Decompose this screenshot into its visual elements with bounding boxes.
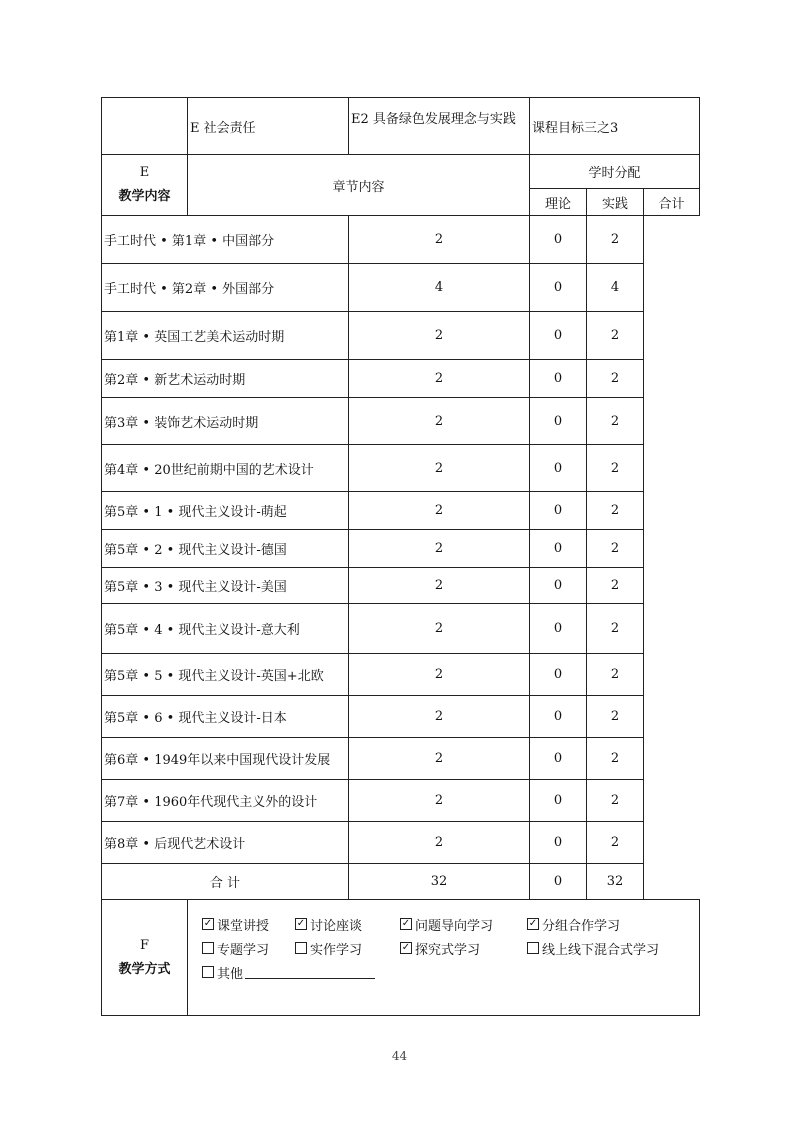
method-label: 其他 [217, 966, 244, 982]
theory-cell: 2 [349, 604, 530, 654]
total-cell: 2 [587, 492, 644, 530]
page-number: 44 [391, 1049, 408, 1063]
methods-label-cell [102, 900, 188, 1016]
practice-cell: 0 [530, 312, 587, 360]
chapter-cell: 手工时代 • 第1章 • 中国部分 [102, 216, 349, 264]
chapter-cell: 第6章 • 1949年以来中国现代设计发展 [102, 738, 349, 780]
practice-cell: 0 [530, 216, 587, 264]
checkbox[interactable] [295, 942, 307, 954]
practice-cell: 0 [530, 568, 587, 604]
sum-row [102, 864, 700, 900]
checkbox[interactable]: ✓ [296, 918, 306, 929]
table-row [102, 654, 700, 696]
practice-cell: 0 [530, 530, 587, 568]
content-label-letter: E [139, 165, 150, 180]
practice-cell: 0 [530, 264, 587, 312]
table-row [102, 696, 700, 738]
checkbox[interactable]: ✓ [401, 942, 411, 953]
chapter-cell: 第5章 • 1 • 现代主义设计-萌起 [102, 492, 349, 530]
checkbox[interactable] [202, 966, 214, 978]
methods-label-letter: F [139, 937, 150, 953]
table-row [102, 492, 700, 530]
content-label-text: 教学内容 [118, 189, 171, 204]
method-option[interactable] [202, 963, 375, 982]
theory-cell: 2 [349, 568, 530, 604]
chapter-cell: 第5章 • 2 • 现代主义设计-德国 [102, 530, 349, 568]
total-cell: 2 [587, 216, 644, 264]
methods-line-1 [202, 912, 699, 936]
practice-cell: 0 [530, 604, 587, 654]
total-cell: 2 [587, 822, 644, 864]
table-row [102, 822, 700, 864]
objective-cell: 课程目标三之3 [530, 98, 700, 155]
theory-cell: 2 [349, 654, 530, 696]
table-row [102, 604, 700, 654]
method-option[interactable] [202, 939, 295, 958]
practice-cell: 0 [530, 822, 587, 864]
method-label: 讨论座谈 [310, 918, 363, 934]
chapter-cell: 第5章 • 6 • 现代主义设计-日本 [102, 696, 349, 738]
theory-cell: 2 [349, 360, 530, 398]
chapter-cell: 第4章 • 20世纪前期中国的艺术设计 [102, 445, 349, 492]
theory-cell: 2 [349, 738, 530, 780]
table-row [102, 738, 700, 780]
table-row [102, 780, 700, 822]
table-row [102, 445, 700, 492]
checkbox[interactable]: ✓ [528, 918, 538, 929]
method-option[interactable] [527, 915, 677, 934]
theory-cell: 2 [349, 398, 530, 445]
total-cell: 2 [587, 738, 644, 780]
practice-cell: 0 [530, 738, 587, 780]
methods-cell [188, 900, 700, 1016]
total-header: 合计 [644, 189, 700, 216]
checkbox[interactable] [202, 942, 214, 954]
method-option[interactable] [295, 939, 400, 958]
responsibility-cell: E 社会责任 [188, 98, 349, 155]
chapter-cell: 第5章 • 5 • 现代主义设计-英国+北欧 [102, 654, 349, 696]
total-cell: 2 [587, 398, 644, 445]
practice-cell: 0 [530, 492, 587, 530]
content-label-cell [102, 155, 188, 216]
table-row [102, 398, 700, 445]
theory-cell: 2 [349, 780, 530, 822]
method-option[interactable] [202, 915, 295, 934]
total-cell: 2 [587, 696, 644, 738]
methods-row [102, 900, 700, 1016]
practice-cell: 0 [530, 696, 587, 738]
chapter-cell: 第5章 • 4 • 现代主义设计-意大利 [102, 604, 349, 654]
theory-cell: 2 [349, 312, 530, 360]
practice-cell: 0 [530, 780, 587, 822]
course-table [101, 97, 700, 1016]
practice-cell: 0 [530, 360, 587, 398]
checkbox[interactable] [527, 942, 539, 954]
chapter-header: 章节内容 [188, 155, 530, 216]
total-cell: 2 [587, 445, 644, 492]
method-label: 实作学习 [310, 942, 363, 958]
chapter-cell: 第2章 • 新艺术运动时期 [102, 360, 349, 398]
table-row [102, 216, 700, 264]
table-row [102, 312, 700, 360]
hours-header: 学时分配 [530, 155, 700, 189]
chapter-cell: 第5章 • 3 • 现代主义设计-美国 [102, 568, 349, 604]
total-cell: 2 [587, 530, 644, 568]
total-cell: 2 [587, 604, 644, 654]
total-cell: 2 [587, 568, 644, 604]
method-label: 课堂讲授 [217, 918, 270, 934]
total-cell: 2 [587, 654, 644, 696]
sum-total: 32 [587, 864, 644, 900]
method-option[interactable] [527, 939, 677, 958]
requirement-cell: E2 具备绿色发展理念与实践 [349, 98, 530, 155]
practice-header: 实践 [587, 189, 644, 216]
table-row [102, 360, 700, 398]
theory-cell: 2 [349, 530, 530, 568]
chapter-cell: 第7章 • 1960年代现代主义外的设计 [102, 780, 349, 822]
methods-label-text: 教学方式 [118, 961, 171, 977]
chapter-cell: 第1章 • 英国工艺美术运动时期 [102, 312, 349, 360]
table-row [102, 530, 700, 568]
chapter-cell: 第3章 • 装饰艺术运动时期 [102, 398, 349, 445]
theory-cell: 2 [349, 216, 530, 264]
method-option[interactable] [400, 915, 527, 934]
methods-line-3 [202, 960, 699, 984]
theory-cell: 2 [349, 696, 530, 738]
sum-practice: 0 [530, 864, 587, 900]
total-cell: 2 [587, 780, 644, 822]
theory-cell: 2 [349, 445, 530, 492]
chapter-rows [102, 216, 700, 864]
practice-cell: 0 [530, 654, 587, 696]
chapter-cell: 第8章 • 后现代艺术设计 [102, 822, 349, 864]
methods-line-2 [202, 936, 699, 960]
total-cell: 2 [587, 312, 644, 360]
theory-header: 理论 [530, 189, 587, 216]
sum-label: 合 计 [102, 864, 349, 900]
practice-cell: 0 [530, 398, 587, 445]
method-label: 分组合作学习 [542, 918, 621, 934]
method-option[interactable] [295, 915, 400, 934]
checkbox[interactable]: ✓ [401, 918, 411, 929]
total-cell: 4 [587, 264, 644, 312]
method-label: 专题学习 [217, 942, 270, 958]
header-row [102, 98, 700, 155]
theory-cell: 4 [349, 264, 530, 312]
method-label: 线上线下混合式学习 [542, 942, 660, 958]
table-row [102, 568, 700, 604]
other-blank-line[interactable] [245, 966, 375, 979]
sum-theory: 32 [349, 864, 530, 900]
method-label: 问题导向学习 [415, 918, 494, 934]
content-header-row [102, 155, 700, 189]
method-label: 探究式学习 [415, 942, 481, 958]
checkbox[interactable]: ✓ [203, 918, 213, 929]
theory-cell: 2 [349, 822, 530, 864]
blank-cell [102, 98, 188, 155]
chapter-cell: 手工时代 • 第2章 • 外国部分 [102, 264, 349, 312]
theory-cell: 2 [349, 492, 530, 530]
practice-cell: 0 [530, 445, 587, 492]
table-row [102, 264, 700, 312]
total-cell: 2 [587, 360, 644, 398]
method-option[interactable] [400, 939, 527, 958]
